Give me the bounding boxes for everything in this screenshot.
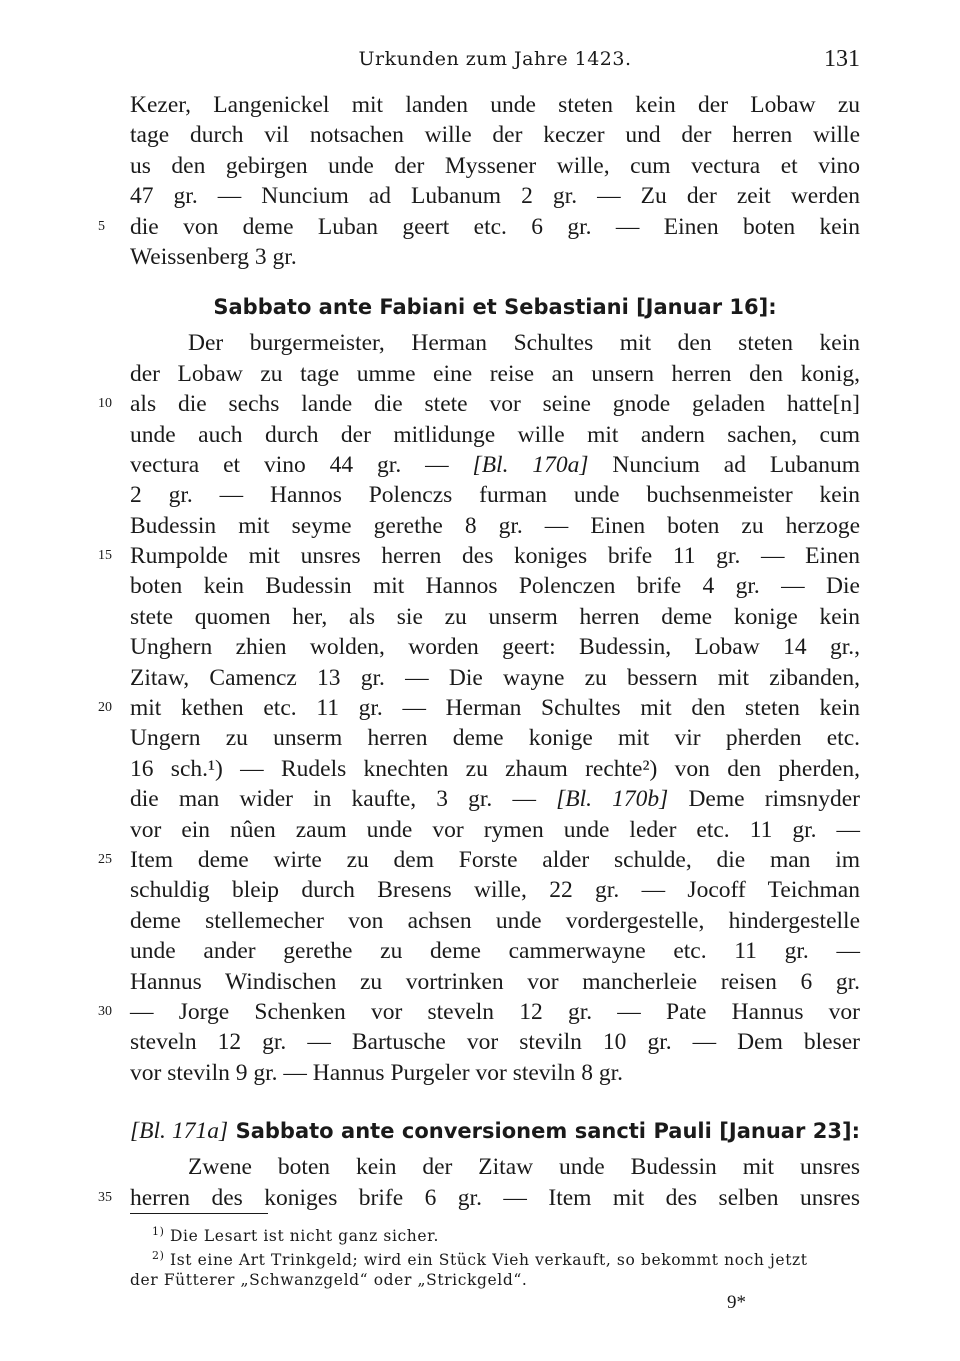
footnote-1 — [130, 1220, 860, 1244]
text-line — [130, 632, 860, 662]
line-number: 25 — [98, 851, 112, 867]
line-text: als die sechs lande die stete vor seine gnode geladen hatte[n] — [130, 391, 860, 418]
text-line — [130, 906, 860, 936]
text-line — [130, 875, 860, 905]
text-line — [130, 663, 860, 693]
text-line — [130, 1152, 860, 1182]
text-line — [130, 602, 860, 632]
line-text: boten kein Budessin mit Hannos Polenczen brife 4 gr. — Die — [130, 573, 860, 600]
text-line — [130, 815, 860, 845]
line-number: 35 — [98, 1189, 112, 1205]
footnote-1-text: Die Lesart ist nicht ganz sicher. — [170, 1227, 439, 1246]
line-text: — Jorge Schenken vor steveln 12 gr. — Pate Hannus vor — [130, 998, 860, 1025]
line-text: unde ander gerethe zu deme cammerwayne etc. 11 gr. — — [130, 938, 860, 965]
text-line — [98, 997, 860, 1027]
line-text: vectura et vino 44 gr. — — [130, 451, 473, 478]
text-line — [130, 420, 860, 450]
line-text: der Lobaw zu tage umme eine reise an unsern herren den konig, — [130, 360, 860, 387]
line-number: 10 — [98, 396, 112, 412]
running-head — [130, 42, 860, 76]
line-text: Zwene boten kein der Zitaw unde Budessin mit unsres — [188, 1154, 860, 1181]
line-number: 30 — [98, 1003, 112, 1019]
text-line — [98, 693, 860, 723]
text-line — [130, 754, 860, 784]
text-line — [130, 1058, 860, 1088]
line-text: herren des koniges brife 6 gr. — Item mit des selben unsres — [130, 1184, 860, 1211]
text-line — [130, 450, 860, 480]
line-text: us den gebirgen unde der Myssener wille, cum vectura et vino — [130, 152, 860, 179]
line-text: vor steviln 9 gr. — Hannus Purgeler vor steviln 8 gr. — [130, 1059, 624, 1086]
text-line — [130, 242, 860, 272]
footnote-2-text: Ist eine Art Trinkgeld; wird ein Stück Vieh verkauft, so bekommt noch jetzt — [170, 1251, 808, 1270]
line-text: Rumpolde mit unsres herren des koniges brife 11 gr. — Einen — [130, 543, 860, 570]
signature-mark: 9* — [727, 1292, 746, 1313]
footnote-2 — [130, 1244, 860, 1268]
text-line — [130, 723, 860, 753]
text-line — [130, 1027, 860, 1057]
line-text: deme stellemecher von achsen unde vordergestelle, hindergestelle — [130, 907, 860, 934]
line-text: 2 gr. — Hannos Polenczs furman unde buchsenmeister kein — [130, 482, 860, 509]
line-text: mit kethen etc. 11 gr. — Herman Schultes mit den steten kein — [130, 695, 860, 722]
line-number: 20 — [98, 700, 112, 716]
line-text: Weissenberg 3 gr. — [130, 243, 297, 270]
text-line — [130, 511, 860, 541]
line-text: tage durch vil notsachen wille der keczer und der herren wille — [130, 122, 860, 149]
line-text: Item deme wirte zu dem Forste alder schulde, die man im — [130, 846, 860, 873]
text-line — [130, 151, 860, 181]
line-text: Budessin mit seyme gerethe 8 gr. — Einen boten zu herzoge — [130, 512, 860, 539]
text-line — [130, 120, 860, 150]
line-text: Hannus Windischen zu vortrinken vor mancherleie reisen 6 gr. — [130, 968, 860, 995]
line-text: Unghern zhien wolden, worden geert: Budessin, Lobaw 14 gr., — [130, 634, 860, 661]
section-heading-pauli-text: Sabbato ante conversionem sancti Pauli [Januar 23]: — [235, 1119, 860, 1144]
folio-reference: [Bl. 171a] — [130, 1118, 229, 1145]
line-number: 5 — [98, 218, 105, 234]
footnote-1-mark: 1) — [152, 1225, 165, 1238]
folio-reference: [Bl. 170b] — [556, 786, 669, 813]
line-text: Kezer, Langenickel mit landen unde steten kein der Lobaw zu — [130, 92, 860, 118]
line-text: stete quomen her, als sie zu unserm herren deme konige kein — [130, 603, 860, 630]
text-line — [130, 571, 860, 601]
text-line — [98, 212, 860, 242]
section-fabiani-text — [98, 328, 860, 1088]
footnote-2-mark: 2) — [152, 1249, 165, 1262]
line-text: schuldig bleip durch Bresens wille, 22 gr. — Jocoff Teichman — [130, 877, 860, 904]
running-title: Urkunden zum Jahre 1423. — [358, 48, 632, 70]
text-line — [130, 936, 860, 966]
line-text: vor ein nûen zaum unde vor rymen unde leder etc. 11 gr. — — [130, 816, 860, 843]
intro-paragraph — [98, 90, 860, 272]
line-text: 47 gr. — Nuncium ad Lubanum 2 gr. — Zu der zeit werden — [130, 183, 860, 210]
text-line — [130, 90, 860, 120]
text-line — [130, 480, 860, 510]
section-heading-fabiani: Sabbato ante Fabiani et Sebastiani [Januar 16]: — [213, 295, 777, 320]
line-text-after: Deme rimsnyder — [668, 786, 860, 813]
line-text: unde auch durch der mitlidunge wille mit andern sachen, cum — [130, 421, 860, 448]
line-text: die man wider in kaufte, 3 gr. — — [130, 786, 557, 813]
main-text — [98, 90, 860, 1213]
page-number: 131 — [824, 46, 860, 72]
section-heading-pauli — [130, 1110, 860, 1152]
text-line — [130, 181, 860, 211]
text-line — [98, 1183, 860, 1213]
line-number: 15 — [98, 548, 112, 564]
footnote-rule — [130, 1213, 268, 1214]
line-text: steveln 12 gr. — Bartusche vor steviln 10 gr. — Dem bleser — [130, 1029, 860, 1056]
folio-reference: [Bl. 170a] — [472, 451, 589, 478]
section-pauli-text — [98, 1152, 860, 1213]
line-text: Ungern zu unserm herren deme konige mit vir pherden etc. — [130, 725, 860, 752]
footnote-2-continuation: der Fütterer „Schwanzgeld“ oder „Strickgeld“. — [130, 1271, 528, 1289]
line-text: Der burgermeister, Herman Schultes mit den steten kein — [188, 330, 860, 357]
text-line — [98, 389, 860, 419]
line-text: die von deme Luban geert etc. 6 gr. — Einen boten kein — [130, 213, 860, 240]
text-line — [130, 784, 860, 814]
text-line — [98, 845, 860, 875]
text-line — [130, 328, 860, 358]
line-text: 16 sch.¹) — Rudels knechten zu zhaum rechte²) von den pherden, — [130, 755, 860, 782]
text-line — [98, 541, 860, 571]
text-line — [130, 967, 860, 997]
line-text-after: Nuncium ad Lubanum — [588, 451, 860, 478]
line-text: Zitaw, Camencz 13 gr. — Die wayne zu bessern mit zibanden, — [130, 664, 860, 691]
text-line — [130, 359, 860, 389]
footnotes — [130, 1220, 860, 1292]
